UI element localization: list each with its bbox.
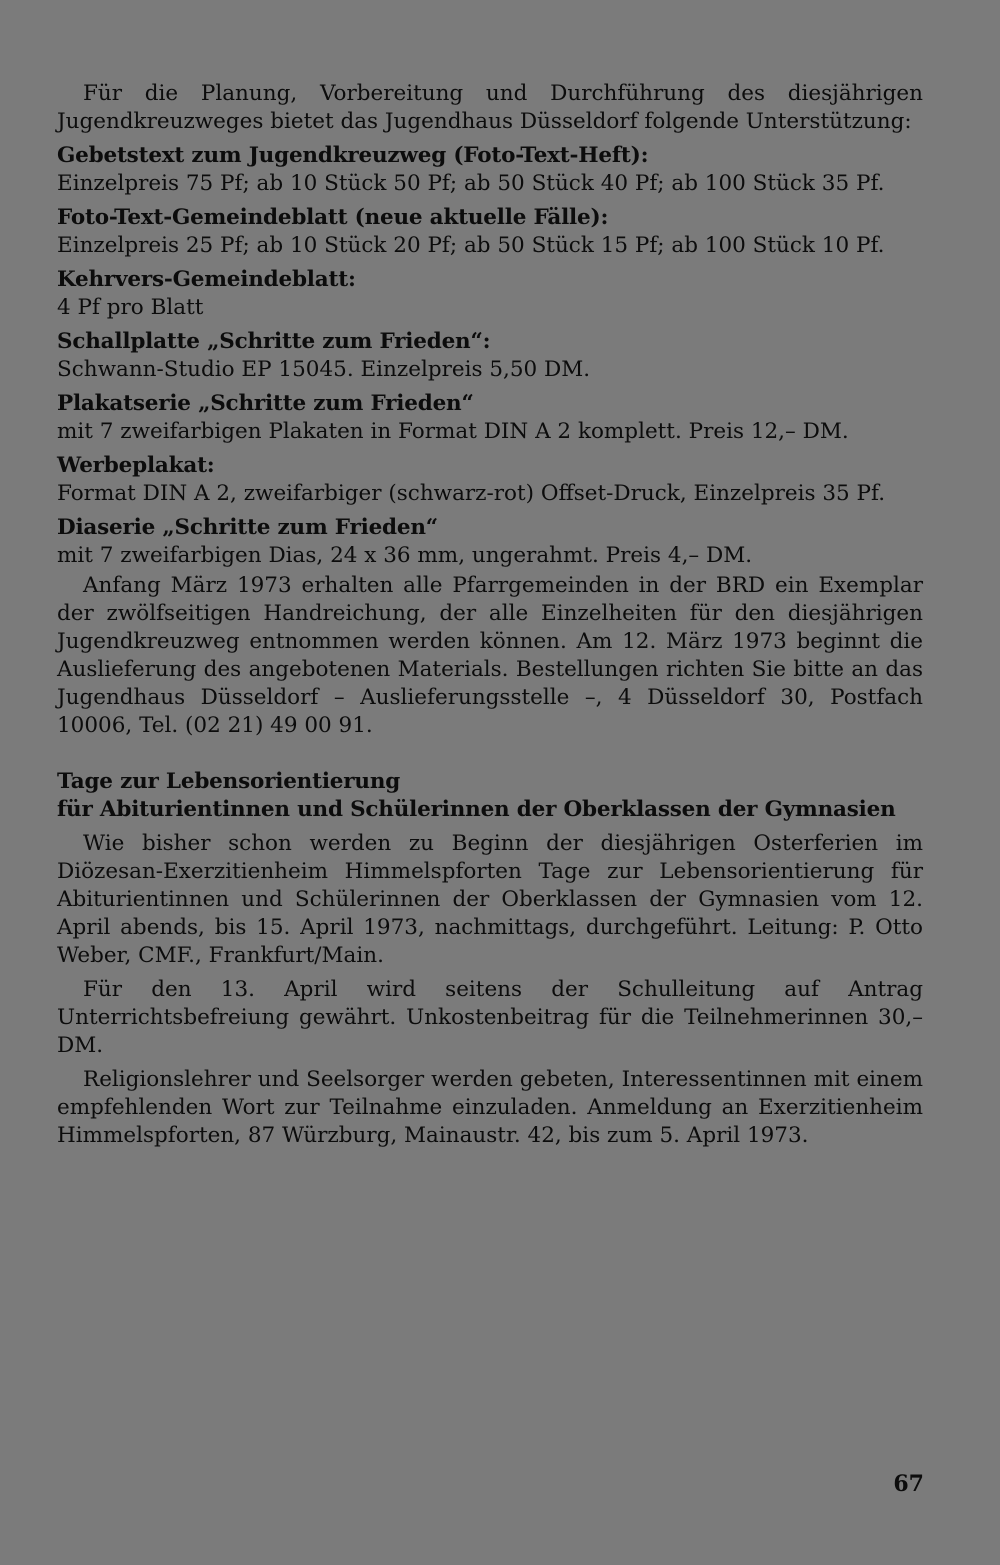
item-title: Diaserie „Schritte zum Frieden“ xyxy=(57,515,438,540)
item-body: Einzelpreis 75 Pf; ab 10 Stück 50 Pf; ab 50 Stück 40 Pf; ab 100 Stück 35 Pf. xyxy=(57,171,885,196)
material-item-record xyxy=(57,328,923,384)
item-body: mit 7 zweifarbigen Dias, 24 x 36 mm, ungerahmt. Preis 4,– DM. xyxy=(57,543,753,568)
material-item-slide-series xyxy=(57,514,923,570)
material-item-parish-sheet xyxy=(57,204,923,260)
section-paragraph: Wie bisher schon werden zu Beginn der diesjährigen Osterferien im Diözesan-Exerzitienheim Himmelspforten Tage zur Lebensorientierung für Abiturientinnen und Schülerinnen der Oberklassen der Gymnasien vom 12. April abends, bis 15. April 1973, nachmittags, durchgeführt. Leitung: P. Otto Weber, CMF., Frankfurt/Main. xyxy=(57,831,923,968)
delivery-paragraph: Anfang März 1973 erhalten alle Pfarrgemeinden in der BRD ein Exemplar der zwölfseitigen Handreichung, der alle Einzelheiten für den diesjährigen Jugendkreuzweg entnommen werden können. Am 12. März 1973 beginnt die Auslieferung des angebotenen Materials. Bestellungen richten Sie bitte an das Jugendhaus Düsseldorf – Auslieferungsstelle –, 4 Düsseldorf 30, Postfach 10006, Tel. (02 21) 49 00 91. xyxy=(57,573,923,738)
item-title: Schallplatte „Schritte zum Frieden“: xyxy=(57,329,491,354)
material-item-advert-poster xyxy=(57,452,923,508)
intro-paragraph: Für die Planung, Vorbereitung und Durchführung des diesjährigen Jugendkreuzweges bietet das Jugendhaus Düsseldorf folgende Unterstützung: xyxy=(57,81,923,134)
item-title: Werbeplakat: xyxy=(57,453,215,478)
section-heading-line-2: für Abiturientinnen und Schülerinnen der Oberklassen der Gymnasien xyxy=(57,797,896,822)
item-body: mit 7 zweifarbigen Plakaten in Format DIN A 2 komplett. Preis 12,– DM. xyxy=(57,419,849,444)
material-item-refrain-sheet xyxy=(57,266,923,322)
item-body: Format DIN A 2, zweifarbiger (schwarz-rot) Offset-Druck, Einzelpreis 35 Pf. xyxy=(57,481,886,506)
section-paragraph: Für den 13. April wird seitens der Schulleitung auf Antrag Unterrichtsbefreiung gewährt. Unkostenbeitrag für die Teilnehmerinnen 30,– DM. xyxy=(57,977,923,1058)
item-title: Gebetstext zum Jugendkreuzweg (Foto-Text-Heft): xyxy=(57,143,649,168)
item-body: Schwann-Studio EP 15045. Einzelpreis 5,50 DM. xyxy=(57,357,591,382)
section-heading-line-1: Tage zur Lebensorientierung xyxy=(57,769,401,794)
item-body: 4 Pf pro Blatt xyxy=(57,295,204,320)
life-orientation-section xyxy=(57,768,923,1150)
section-paragraph: Religionslehrer und Seelsorger werden gebeten, Interessentinnen mit einem empfehlenden Wort zur Teilnahme einzuladen. Anmeldung an Exerzitienheim Himmelspforten, 87 Würzburg, Mainaustr. 42, bis zum 5. April 1973. xyxy=(57,1067,923,1148)
item-body: Einzelpreis 25 Pf; ab 10 Stück 20 Pf; ab 50 Stück 15 Pf; ab 100 Stück 10 Pf. xyxy=(57,233,885,258)
item-title: Plakatserie „Schritte zum Frieden“ xyxy=(57,391,474,416)
item-title: Foto-Text-Gemeindeblatt (neue aktuelle Fälle): xyxy=(57,205,609,230)
page-number: 67 xyxy=(893,1471,924,1497)
material-item-poster-series xyxy=(57,390,923,446)
material-item-prayer-text xyxy=(57,142,923,198)
document-page xyxy=(57,80,923,1150)
item-title: Kehrvers-Gemeindeblatt: xyxy=(57,267,356,292)
